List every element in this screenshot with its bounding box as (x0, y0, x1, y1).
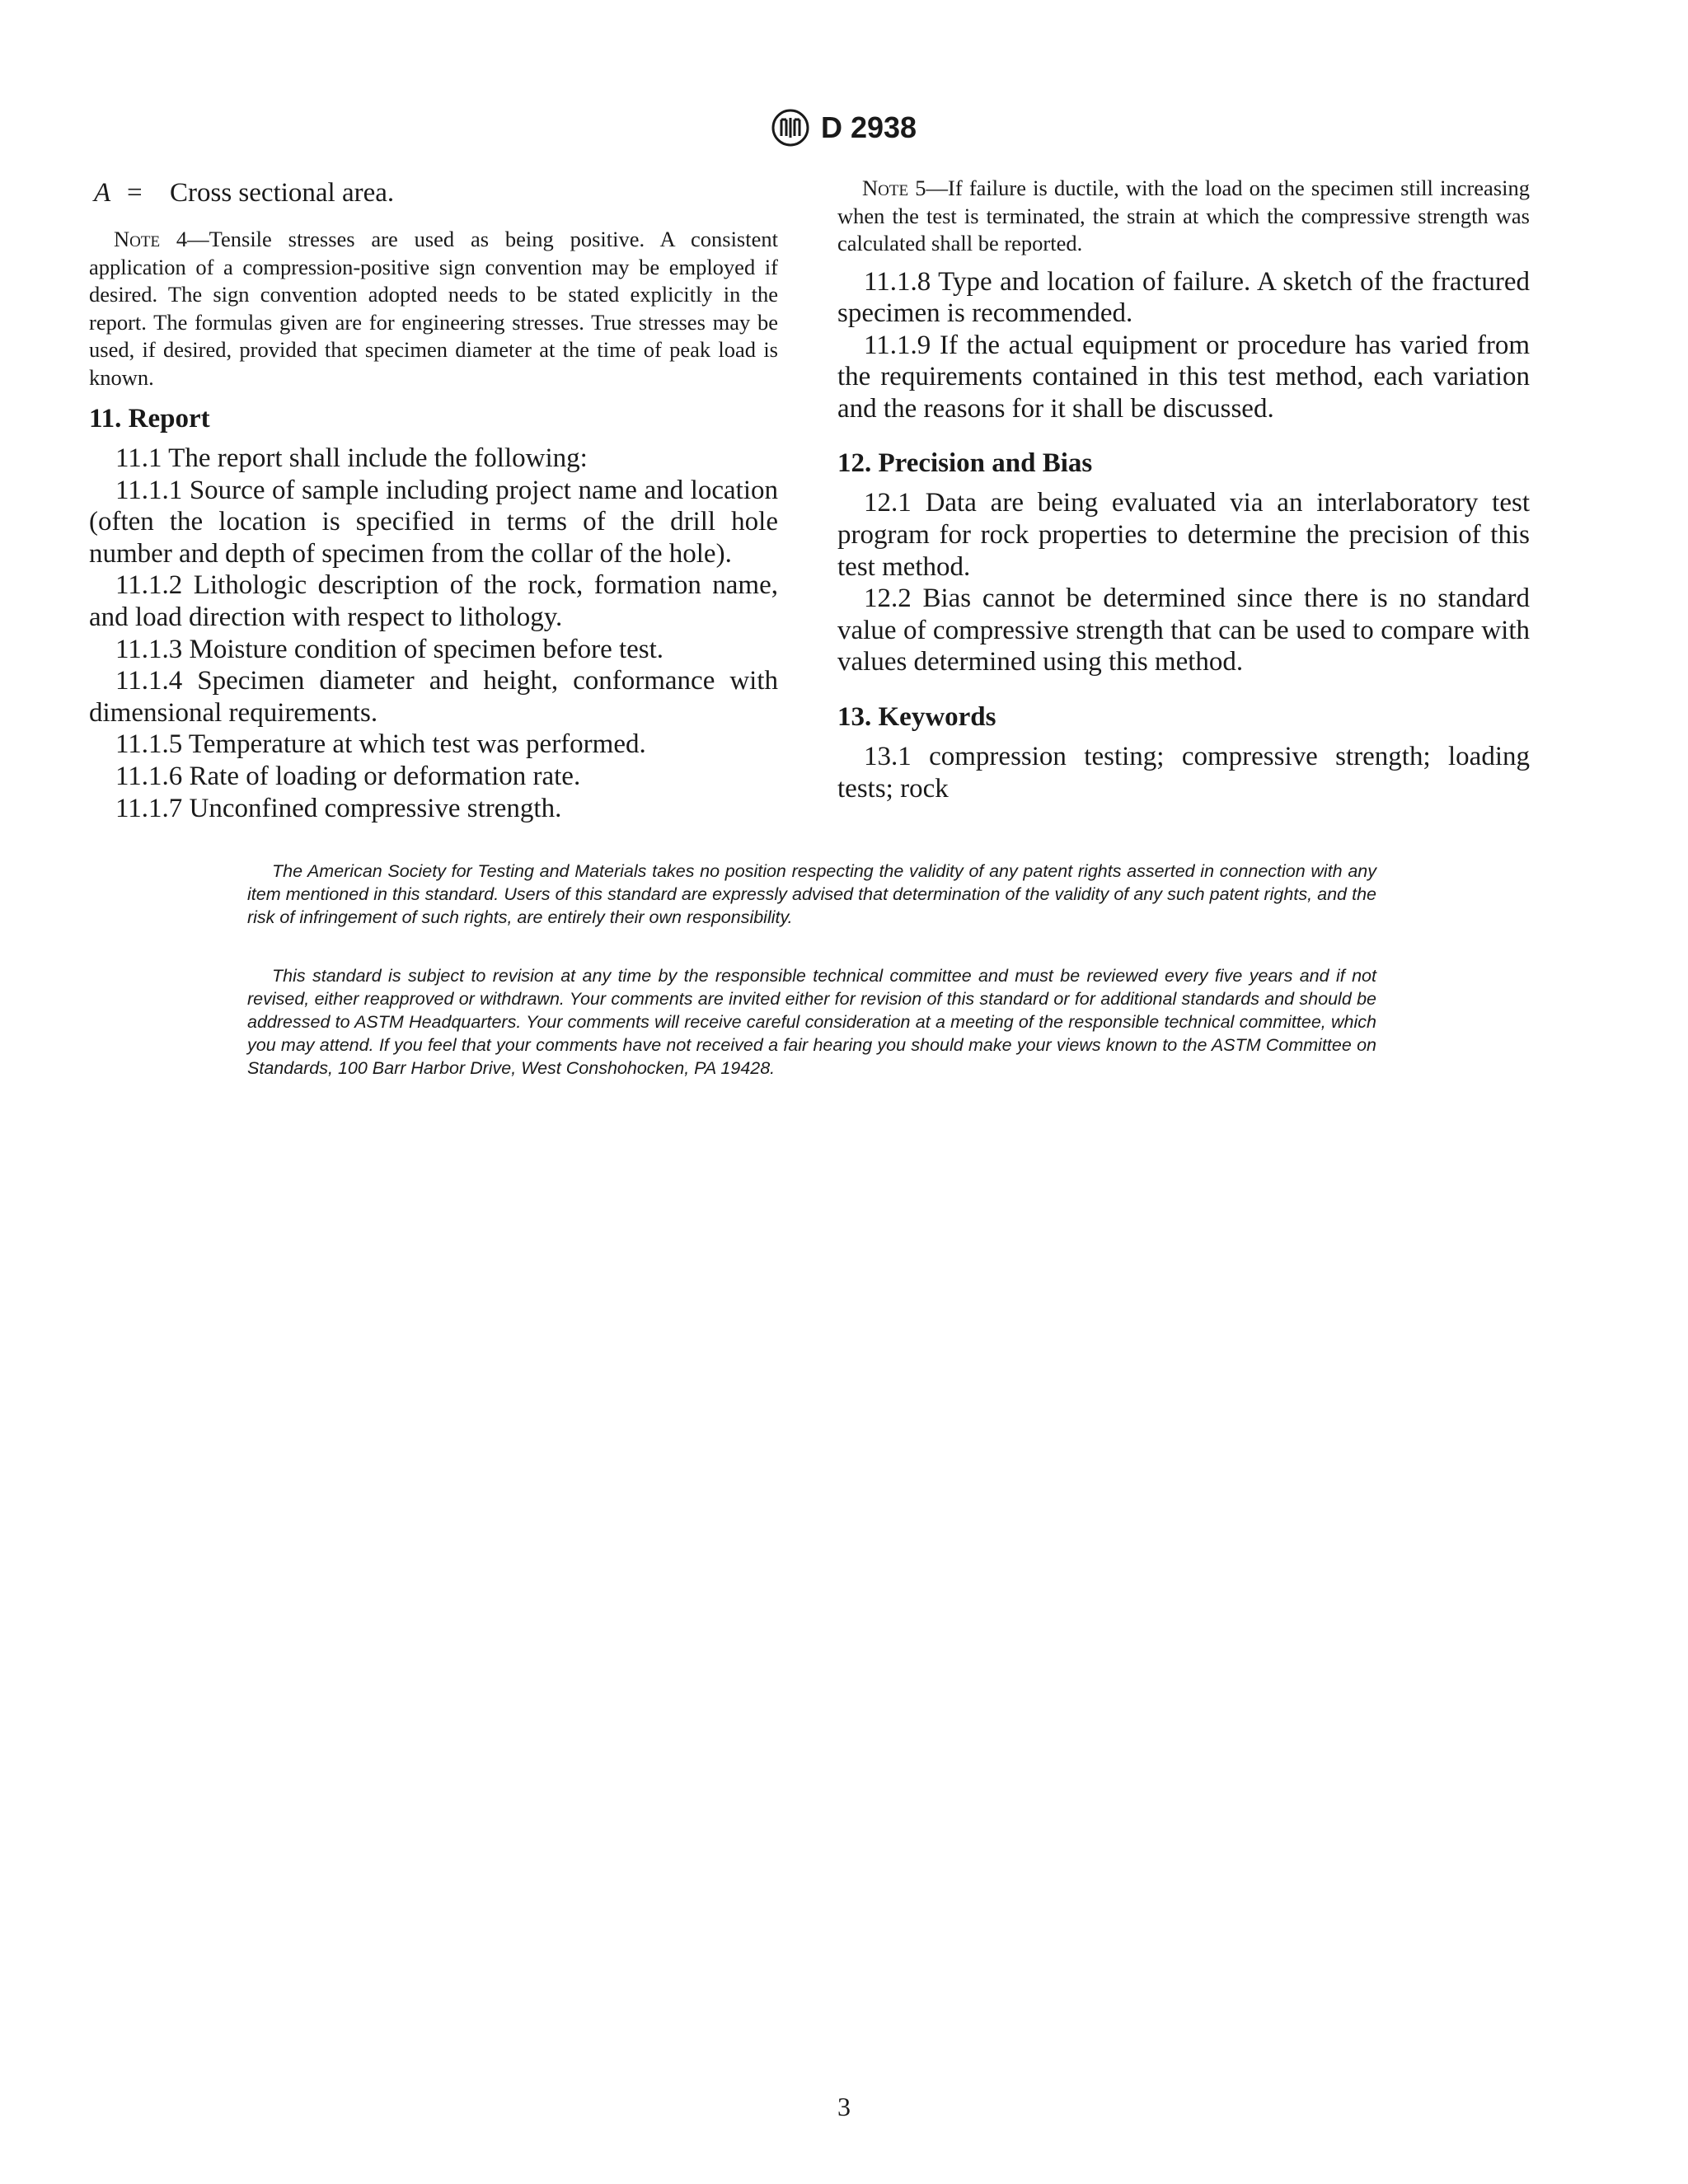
paragraph-11-1-3: 11.1.3 Moisture condition of specimen before test. (115, 634, 664, 664)
section-13-heading: 13. Keywords (837, 702, 996, 733)
patent-disclaimer: The American Society for Testing and Materials takes no position respecting the validity of any patent rights asserted in connection with any item mentioned in this standard. Users of this standard are expressly advised that determination of the validity of any such patent rights, and the risk of infringement of such rights, are entirely their own responsibility. (247, 861, 1376, 927)
note-5 (837, 175, 1530, 258)
note-4-text: 4—Tensile stresses are used as being positive. A consistent application of a compression-positive sign convention may be employed if desired. The sign convention adopted needs to be stated explicitly in the report. The formulas given are for engineering stresses. True stresses may be used, if desired, provided that specimen diameter at the time of peak load is known. (89, 227, 778, 390)
paragraph-13-1: 13.1 compression testing; compressive strength; loading tests; rock (837, 742, 1530, 804)
left-column (89, 175, 778, 824)
paragraph-11-1-1: 11.1.1 Source of sample including project name and location (often the location is specified in terms of the drill hole number and depth of specimen from the collar of the hole). (89, 475, 778, 569)
note-5-label: Note (862, 176, 909, 200)
note-4 (89, 226, 778, 391)
revision-disclaimer: This standard is subject to revision at any time by the responsible technical committee and must be reviewed every five years and if not revised, either reapproved or withdrawn. Your comments are invited either for revision of this standard or for additional standards and should be addressed to ASTM Headquarters. Your comments will receive careful consideration at a meeting of the responsible technical committee, which you may attend. If you feel that your comments have not received a fair hearing you should make your views known to the ASTM Committee on Standards, 100 Barr Harbor Drive, West Conshohocken, PA 19428. (247, 966, 1376, 1078)
astm-logo (771, 109, 809, 147)
equation-definition (94, 176, 778, 209)
paragraph-12-1: 12.1 Data are being evaluated via an interlaboratory test program for rock properties to determine the precision of this test method. (837, 488, 1530, 582)
paragraph-11-1-7: 11.1.7 Unconfined compressive strength. (115, 793, 562, 823)
note-4-label: Note (114, 227, 161, 251)
equation-variable: A (94, 178, 111, 208)
page-number: 3 (837, 2092, 851, 2121)
equation-equals: = (127, 178, 143, 208)
section-12-body (837, 487, 1530, 678)
equation-definition-text: Cross sectional area. (170, 178, 395, 208)
standard-designation: D 2938 (820, 110, 917, 144)
section-11-body (89, 443, 778, 824)
paragraph-11-1: 11.1 The report shall include the following: (115, 443, 588, 473)
paragraph-12-2: 12.2 Bias cannot be determined since there is no standard value of compressive strength that can be used to compare with values determined using this method. (837, 583, 1530, 677)
note-5-text: 5—If failure is ductile, with the load on the specimen still increasing when the test is terminated, the strain at which the compressive strength was calculated shall be reported. (837, 176, 1530, 255)
paragraph-11-1-8: 11.1.8 Type and location of failure. A sketch of the fractured specimen is recommended. (837, 266, 1530, 329)
paragraph-11-1-4: 11.1.4 Specimen diameter and height, conformance with dimensional requirements. (89, 666, 778, 728)
paragraph-11-1-6: 11.1.6 Rate of loading or deformation rate. (115, 761, 581, 791)
section-11-heading: 11. Report (89, 404, 210, 434)
section-13-body (837, 741, 1530, 804)
section-11-continued (837, 266, 1530, 425)
paragraph-11-1-2: 11.1.2 Lithologic description of the rock, formation name, and load direction with respect to lithology. (89, 570, 778, 632)
section-12-heading: 12. Precision and Bias (837, 448, 1093, 479)
right-column (837, 175, 1530, 804)
page-header (0, 109, 1688, 147)
paragraph-11-1-5: 11.1.5 Temperature at which test was performed. (115, 729, 646, 760)
paragraph-11-1-9: 11.1.9 If the actual equipment or procedure has varied from the requirements contained in this test method, each variation and the reasons for it shall be discussed. (837, 330, 1530, 424)
